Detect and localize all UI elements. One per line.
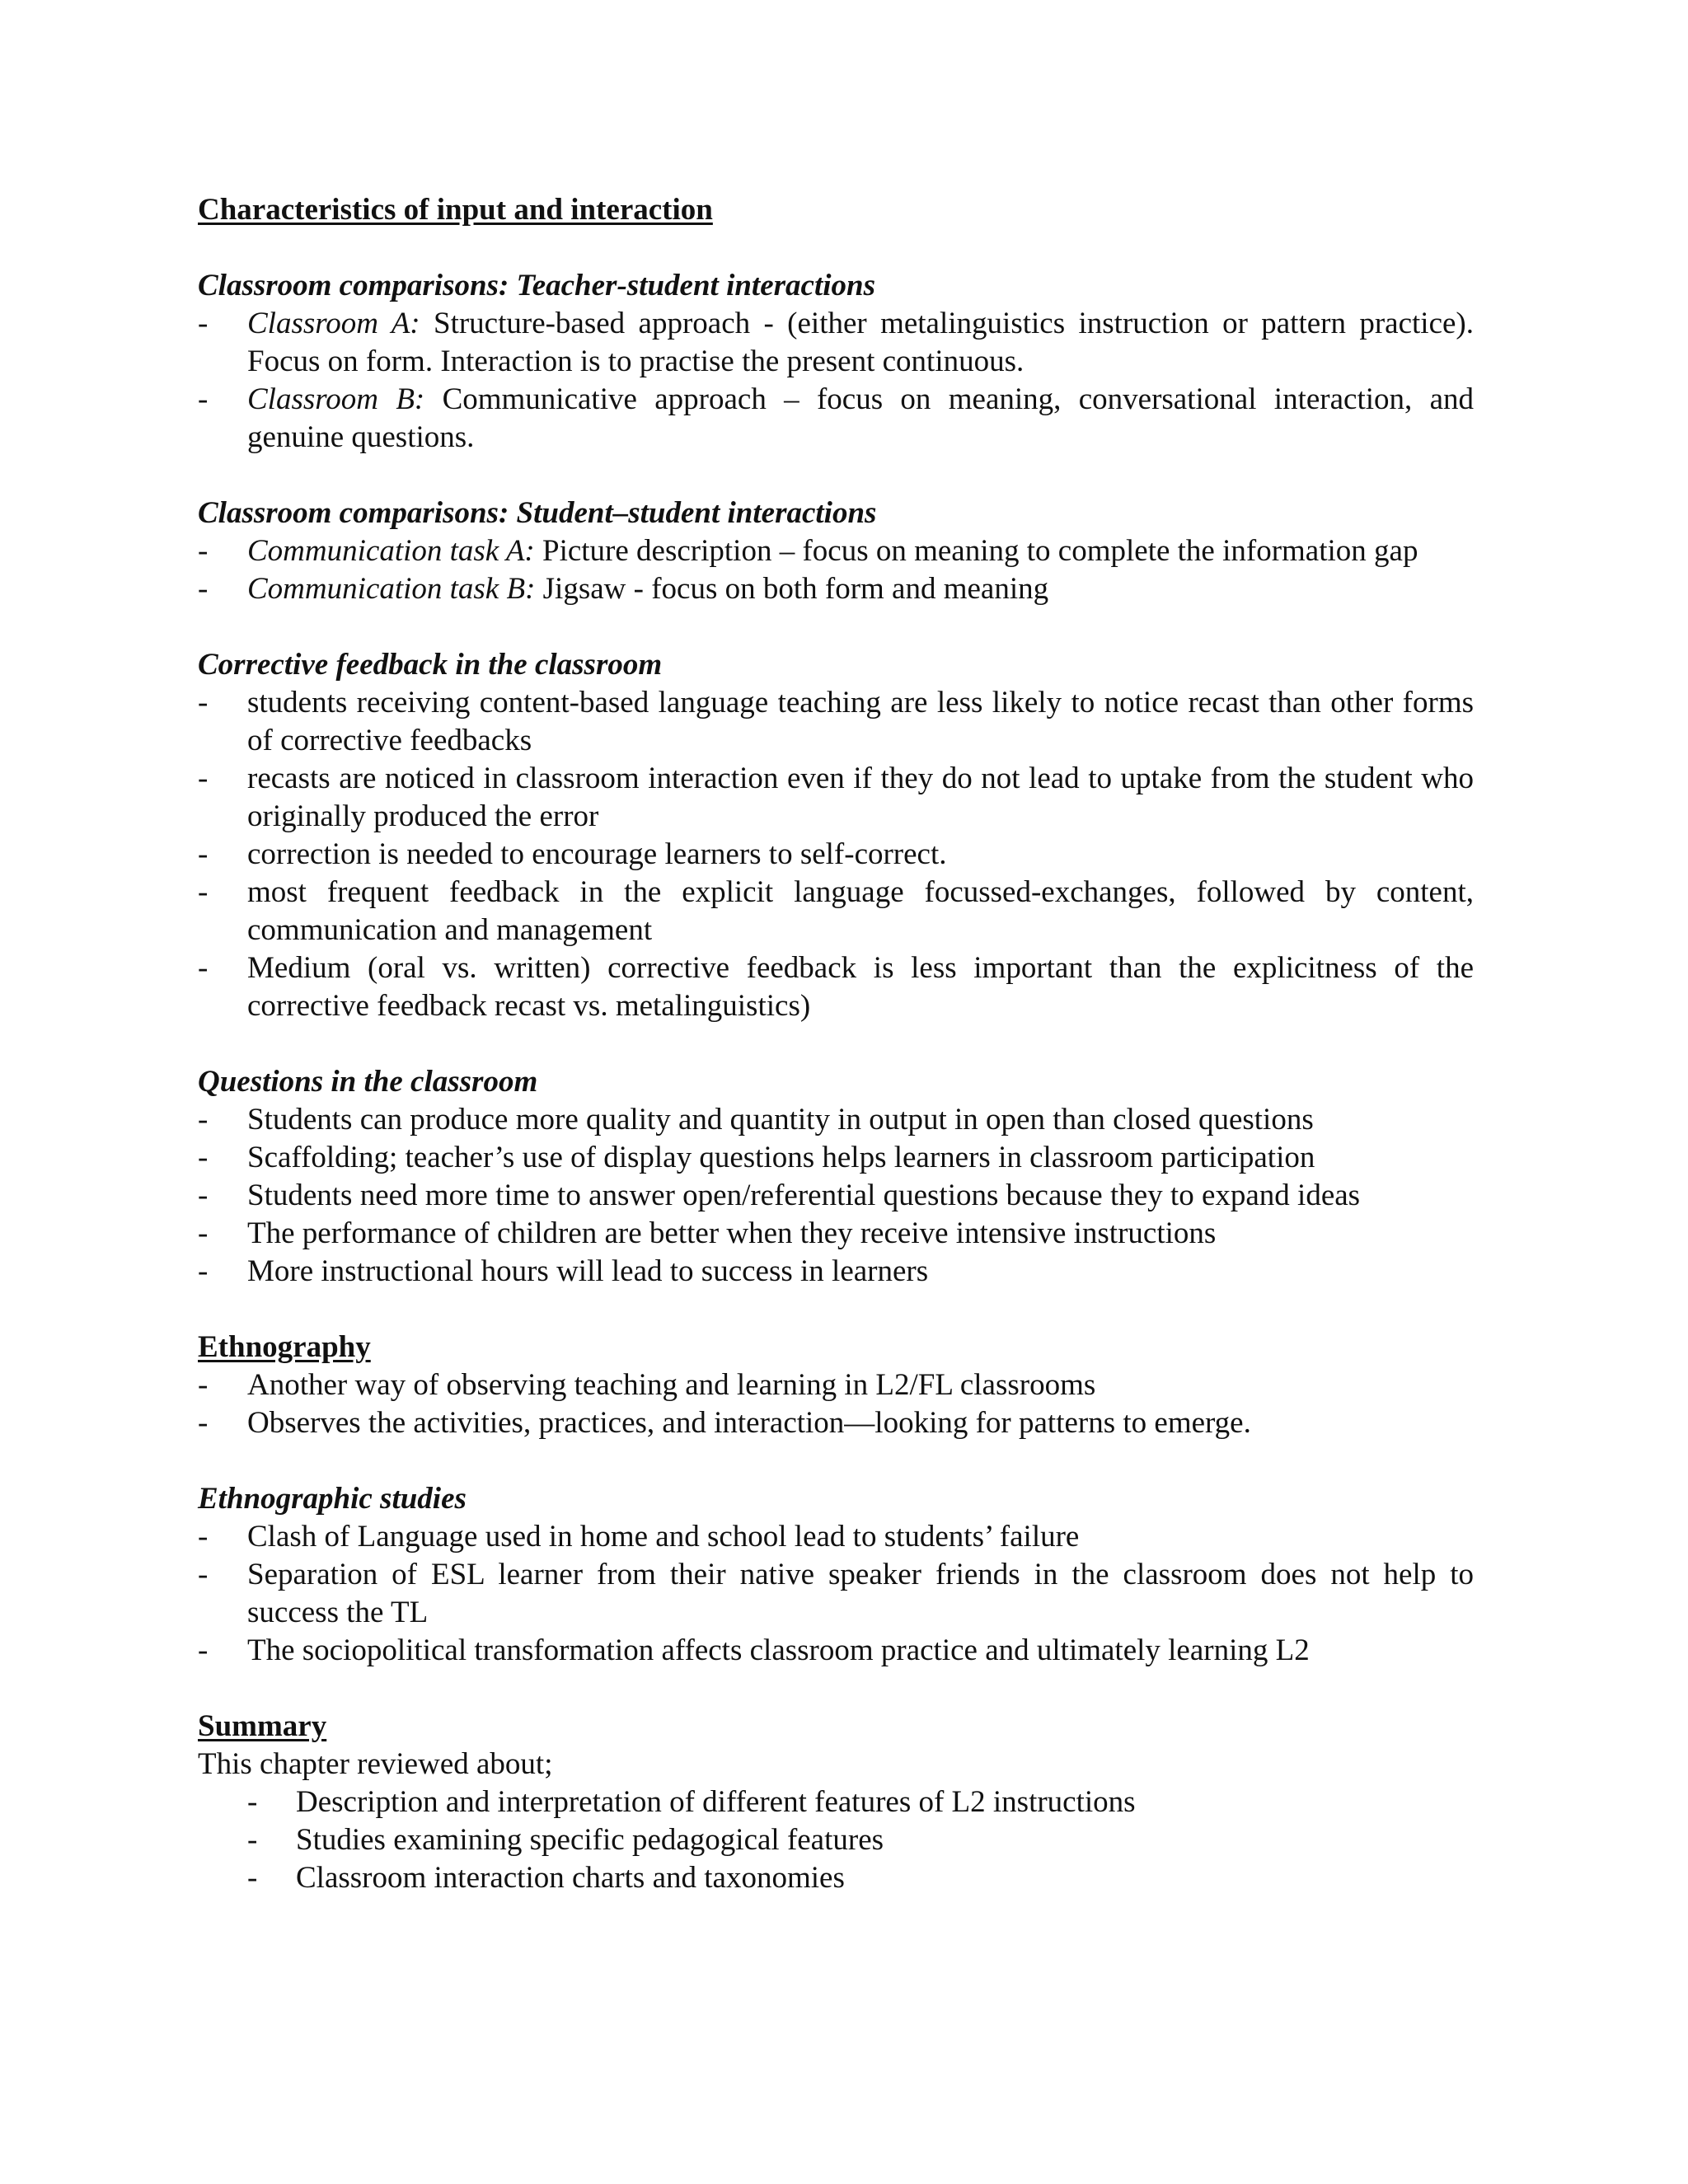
list-item: [198, 684, 1474, 760]
item-text: Communicative approach – focus on meaning, conversational interaction, and genuine questions.: [247, 382, 1474, 454]
list-item: [198, 1366, 1474, 1404]
dash-bullet: -: [198, 875, 209, 909]
section-student-student: [198, 494, 1474, 608]
summary-intro: This chapter reviewed about;: [198, 1747, 553, 1781]
item-text: Structure-based approach - (either metalinguistics instruction or pattern practice). Focus on form. Interaction is to practise the present continuous.: [247, 307, 1474, 378]
page-title: Characteristics of input and interaction: [198, 193, 713, 227]
item-text: Students can produce more quality and quantity in output in open than closed questions: [247, 1103, 1314, 1137]
section-heading: Ethnographic studies: [198, 1482, 467, 1516]
dash-bullet: -: [198, 1520, 209, 1554]
item-text: Classroom interaction charts and taxonomies: [296, 1861, 845, 1895]
dash-bullet: -: [198, 534, 209, 568]
list-item: [198, 1632, 1474, 1670]
item-text: students receiving content-based language teaching are less likely to notice recast than other forms of corrective feedbacks: [247, 686, 1474, 757]
item-text: Scaffolding; teacher’s use of display questions helps learners in classroom participation: [247, 1141, 1315, 1174]
section-ethnography: [198, 1329, 1474, 1442]
dash-bullet: -: [198, 1216, 209, 1250]
section-heading: Corrective feedback in the classroom: [198, 648, 663, 682]
item-lead: Classroom B:: [247, 382, 425, 416]
dash-bullet: -: [198, 762, 209, 795]
dash-bullet: -: [198, 572, 209, 606]
section-ethnographic-studies: [198, 1480, 1474, 1670]
dash-bullet: -: [198, 686, 209, 719]
bullet-list: [198, 305, 1474, 457]
list-item: [198, 305, 1474, 381]
dash-bullet: -: [198, 837, 209, 871]
item-text: most frequent feedback in the explicit language focussed-exchanges, followed by content, communication and management: [247, 875, 1474, 947]
section-heading: Classroom comparisons: Student–student interactions: [198, 496, 877, 530]
item-text: Another way of observing teaching and learning in L2/FL classrooms: [247, 1368, 1096, 1402]
list-item: [198, 1556, 1474, 1632]
item-text: The performance of children are better when they receive intensive instructions: [247, 1216, 1217, 1250]
item-text: Students need more time to answer open/referential questions because they to expand ideas: [247, 1179, 1361, 1212]
bullet-list: [198, 532, 1474, 608]
document-page: [198, 191, 1474, 1897]
dash-bullet: -: [198, 1141, 209, 1174]
dash-bullet: -: [247, 1785, 258, 1819]
dash-bullet: -: [198, 1406, 209, 1440]
list-item: [198, 1177, 1474, 1215]
list-item: [198, 1518, 1474, 1556]
item-text: Observes the activities, practices, and interaction—looking for patterns to emerge.: [247, 1406, 1251, 1440]
list-item: [198, 760, 1474, 836]
list-item: [198, 1253, 1474, 1291]
list-item: [198, 874, 1474, 949]
dash-bullet: -: [198, 382, 209, 416]
section-heading: Questions in the classroom: [198, 1065, 538, 1099]
section-summary: [198, 1708, 1474, 1897]
list-item: [198, 836, 1474, 874]
section-corrective-feedback: [198, 646, 1474, 1025]
dash-bullet: -: [198, 1179, 209, 1212]
bullet-list: [198, 1783, 1474, 1897]
bullet-list: [198, 684, 1474, 1025]
dash-bullet: -: [198, 1558, 209, 1591]
item-text: Picture description – focus on meaning to complete the information gap: [534, 534, 1418, 568]
dash-bullet: -: [198, 1368, 209, 1402]
item-text: Separation of ESL learner from their native speaker friends in the classroom does not help to success the TL: [247, 1558, 1474, 1629]
bullet-list: [198, 1518, 1474, 1670]
item-text: recasts are noticed in classroom interaction even if they do not lead to uptake from the student who originally produced the error: [247, 762, 1474, 833]
list-item: [198, 381, 1474, 457]
list-item: [198, 570, 1474, 608]
section-heading: Classroom comparisons: Teacher-student interactions: [198, 269, 875, 302]
list-item: [198, 1821, 1474, 1859]
item-lead: Communication task A:: [247, 534, 535, 568]
list-item: [198, 949, 1474, 1025]
dash-bullet: -: [198, 951, 209, 985]
list-item: [198, 532, 1474, 570]
list-item: [198, 1215, 1474, 1253]
section-heading: Ethnography: [198, 1330, 371, 1364]
list-item: [198, 1101, 1474, 1139]
section-heading: Summary: [198, 1709, 327, 1743]
list-item: [198, 1139, 1474, 1177]
dash-bullet: -: [198, 1633, 209, 1667]
item-text: More instructional hours will lead to success in learners: [247, 1254, 929, 1288]
item-text: Jigsaw - focus on both form and meaning: [535, 572, 1049, 606]
item-text: Description and interpretation of different features of L2 instructions: [296, 1785, 1136, 1819]
section-questions: [198, 1063, 1474, 1291]
list-item: [198, 1404, 1474, 1442]
list-item: [198, 1859, 1474, 1897]
dash-bullet: -: [247, 1823, 258, 1857]
item-text: Medium (oral vs. written) corrective feedback is less important than the explicitness of the corrective feedback recast vs. metalinguistics): [247, 951, 1474, 1023]
list-item: [198, 1783, 1474, 1821]
bullet-list: [198, 1366, 1474, 1442]
bullet-list: [198, 1101, 1474, 1291]
item-lead: Communication task B:: [247, 572, 536, 606]
item-text: correction is needed to encourage learners to self-correct.: [247, 837, 947, 871]
dash-bullet: -: [198, 307, 209, 340]
dash-bullet: -: [247, 1861, 258, 1895]
dash-bullet: -: [198, 1103, 209, 1137]
item-lead: Classroom A:: [247, 307, 420, 340]
dash-bullet: -: [198, 1254, 209, 1288]
section-teacher-student: [198, 267, 1474, 457]
item-text: Clash of Language used in home and school lead to students’ failure: [247, 1520, 1080, 1554]
item-text: The sociopolitical transformation affects classroom practice and ultimately learning L2: [247, 1633, 1310, 1667]
item-text: Studies examining specific pedagogical features: [296, 1823, 884, 1857]
